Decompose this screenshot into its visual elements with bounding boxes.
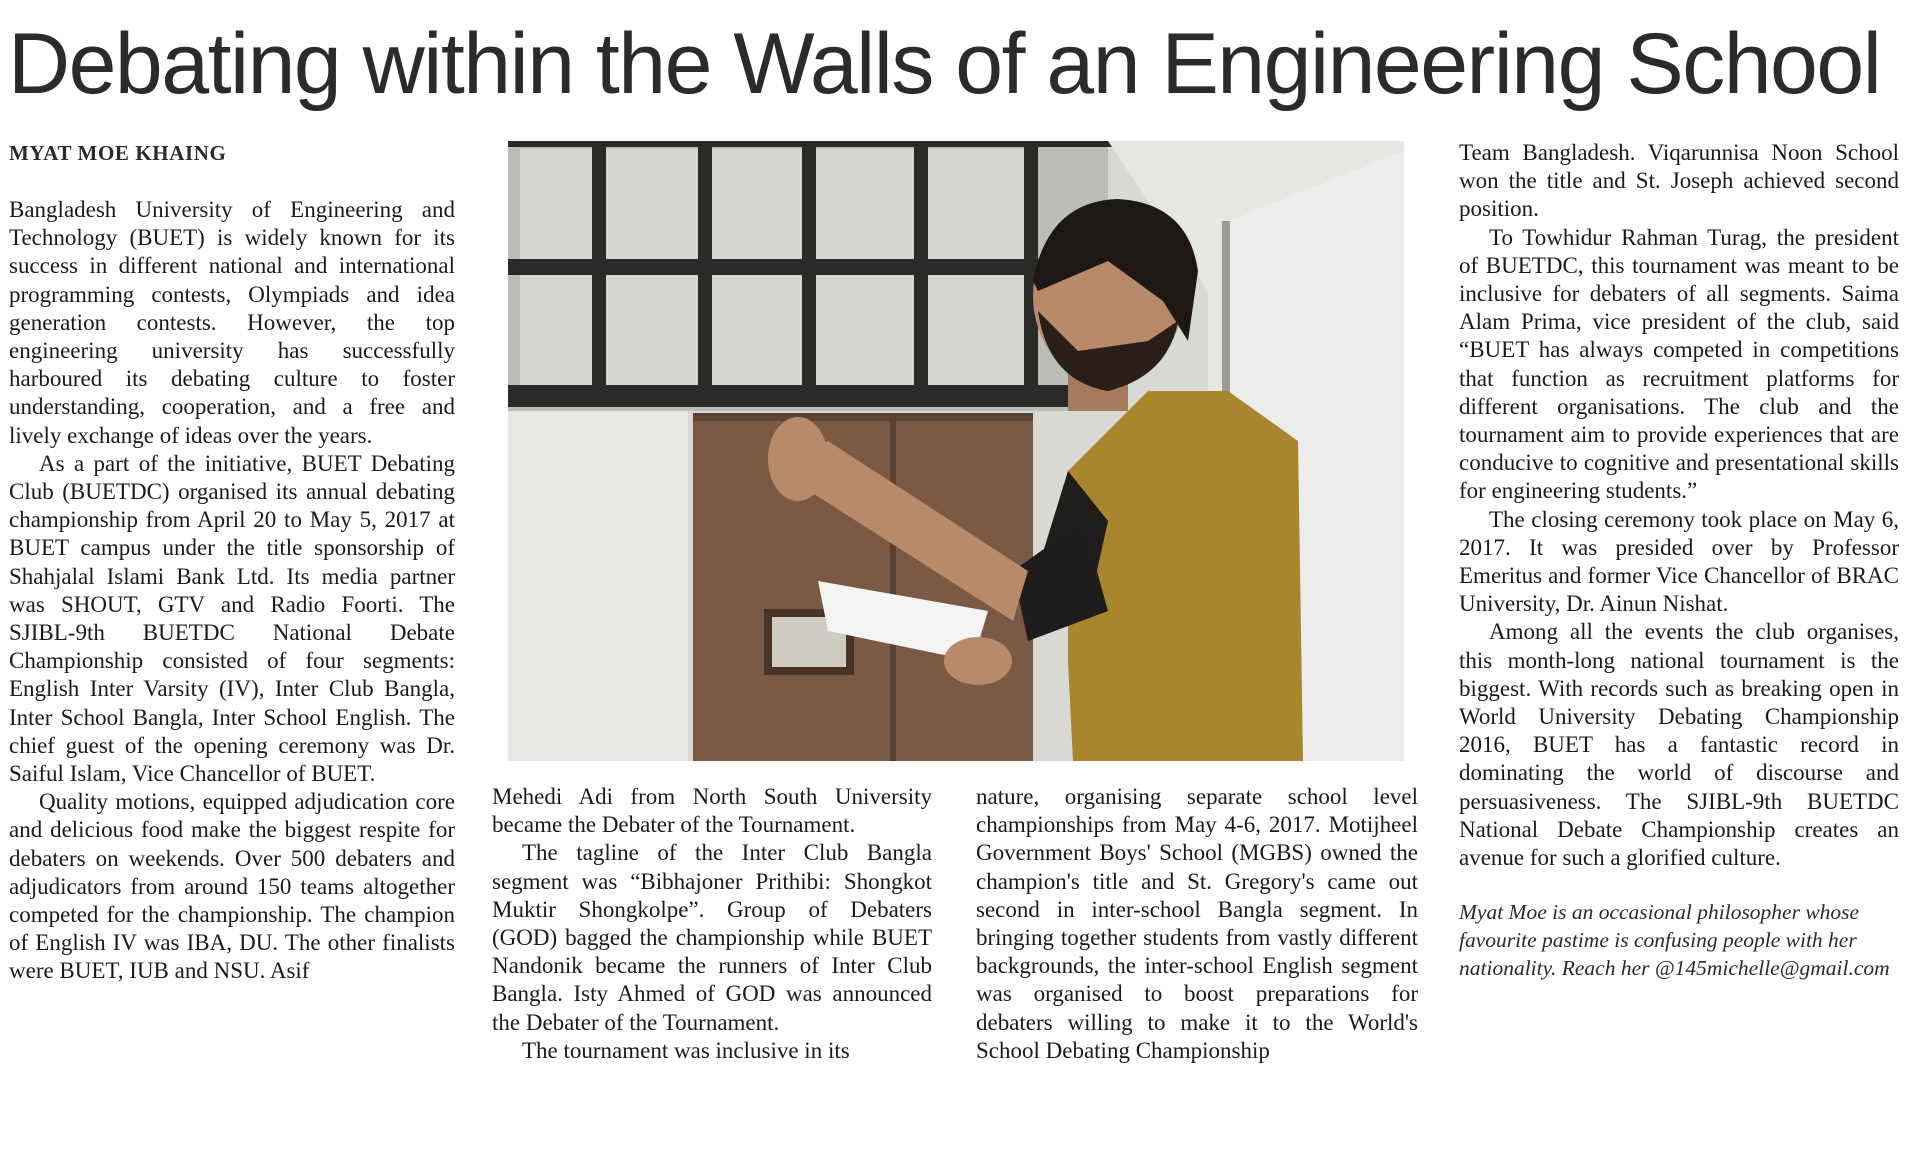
paragraph: The closing ceremony took place on May 6, 2017. It was presided over by Professor Emeritus and former Vice Chancellor of BRAC University, Dr. Ainun Nishat. [1459,506,1899,617]
headline: Debating within the Walls of an Engineering School [8,16,1881,112]
paragraph: Quality motions, equipped adjudication core and delicious food make the biggest respite for debaters on weekends. Over 500 debaters and adjudicators from around 150 teams altogether competed for the championship. The champion of English IV was IBA, DU. The other finalists were BUET, IUB and NSU. Asif [9,789,455,984]
article-column-1 [9,196,455,986]
paragraph: The tournament was inclusive in its [522,1037,850,1063]
debater-speaking-photo [508,141,1404,761]
paragraph: Team Bangladesh. Viqarunnisa Noon School won the title and St. Joseph achieved second position. [1459,140,1899,222]
paragraph: As a part of the initiative, BUET Debating Club (BUETDC) organised its annual debating championship from April 20 to May 5, 2017 at BUET campus under the title sponsorship of Shahjalal Islami Bank Ltd. Its media partner was SHOUT, GTV and Radio Foorti. The SJIBL-9th BUETDC National Debate Championship consisted of four segments: English Inter Varsity (IV), Inter Club Bangla, Inter School Bangla, Inter School English. The chief guest of the opening ceremony was Dr. Saiful Islam, Vice Chancellor of BUET. [9,450,455,787]
byline: MYAT MOE KHAING [9,141,227,165]
paragraph: Bangladesh University of Engineering and Technology (BUET) is widely known for its success in different national and international programming contests, Olympiads and idea generation contests. However, the top engineering university has successfully harboured its debating culture to foster understanding, cooperation, and a free and lively exchange of ideas over the years. [9,197,455,448]
paragraph: Mehedi Adi from North South University became the Debater of the Tournament. [492,784,932,838]
paragraph: Among all the events the club organises, this month-long national tournament is the biggest. With records such as breaking open in World University Debating Championship 2016, BUET has a fantastic record in dominating the world of discourse and persuasiveness. The SJIBL-9th BUETDC National Debate Championship creates an avenue for such a glorified culture. [1459,619,1899,871]
article-column-2 [492,783,932,1065]
paragraph: nature, organising separate school level championships from May 4-6, 2017. Motijheel Government Boys' School (MGBS) owned the champion's title and St. Gregory's came out second in inter-school Bangla segment. In bringing together students from vastly different backgrounds, the inter-school English segment was organised to boost preparations for debaters willing to make it to the World's School Debating Championship [976,784,1418,1063]
paragraph: To Towhidur Rahman Turag, the president of BUETDC, this tournament was meant to be inclusive for debaters of all segments. Saima Alam Prima, vice president of the club, said “BUET has always competed in competitions that function as recruitment platforms for different organisations. The club and the tournament aim to provide experiences that are conducive to cognitive and presentational skills for engineering students.” [1459,224,1899,504]
article-column-3 [976,783,1418,1065]
article-photo [508,141,1404,761]
author-bio: Myat Moe is an occasional philosopher whose favourite pastime is confusing people with her nationality. Reach her @145michelle@gmail.com [1459,900,1890,981]
article-column-4 [1459,139,1899,982]
paragraph: The tagline of the Inter Club Bangla segment was “Bibhajoner Prithibi: Shongkot Muktir Shongkolpe”. Group of Debaters (GOD) bagged the championship while BUET Nandonik became the runners of Inter Club Bangla. Isty Ahmed of GOD was announced the Debater of the Tournament. [492,840,932,1035]
